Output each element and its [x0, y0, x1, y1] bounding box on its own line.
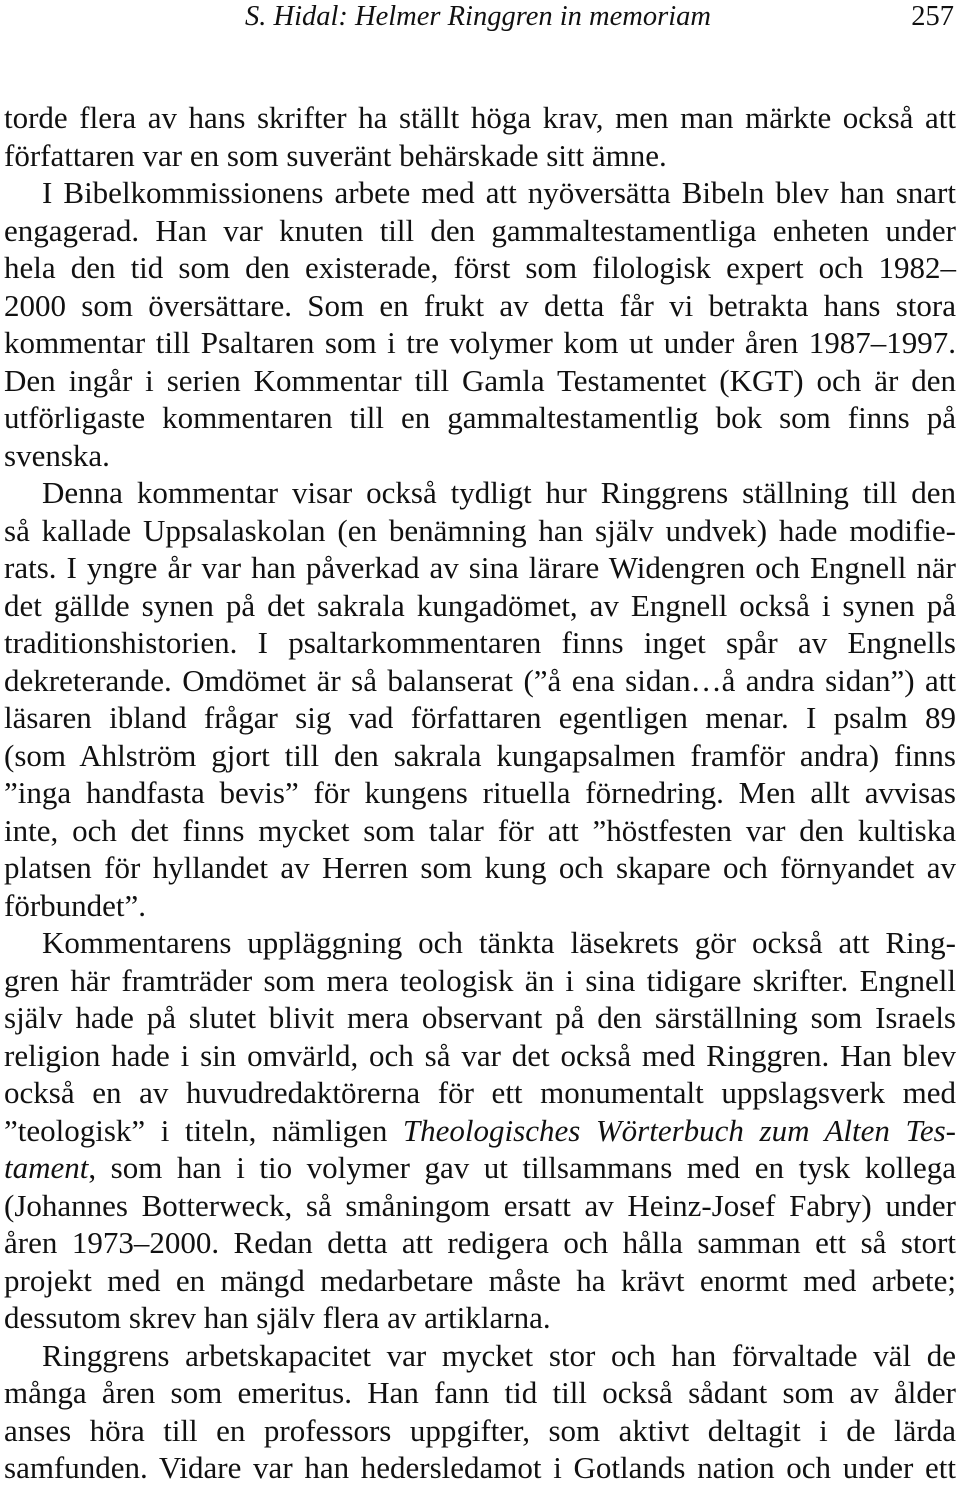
- text-line: torde flera av hans skrifter ha ställt höga krav, men man märkte också att: [4, 100, 956, 135]
- text-line: inte, och det finns mycket som talar för att ”höstfesten var den kultiska: [4, 812, 956, 848]
- text-line: samfunden. Vidare var han hedersledamot i Gotlands nation och under ett: [4, 1450, 956, 1485]
- text-line: 2000 som översättare. Som en frukt av detta får vi betrakta hans stora: [4, 287, 956, 323]
- text-line: platsen för hyllandet av Herren som kung och skapare och förnyandet av: [4, 850, 956, 885]
- paragraph: [4, 924, 956, 1337]
- book-title: tament: [4, 1150, 89, 1185]
- text-line: ”inga handfasta bevis” för kungens rituella förnedring. Men allt avvisas: [4, 775, 956, 810]
- paragraph: [4, 99, 956, 174]
- text-line: författaren var en som suveränt behärskade sitt ämne.: [4, 137, 667, 173]
- text-line: traditionshistorien. I psaltarkommentaren finns inget spår av Engnells: [4, 625, 956, 660]
- text-line: många åren som emeritus. Han fann tid till också sådant som av ålder: [4, 1375, 956, 1410]
- book-title: Theologisches Wörterbuch zum Alten Tes-: [402, 1112, 956, 1148]
- text-line: dessutom skrev han själv flera av artiklarna.: [4, 1300, 551, 1335]
- text-line: Denna kommentar visar också tydligt hur Ringgrens ställning till den: [42, 475, 956, 510]
- text-line: Kommentarens uppläggning och tänkta läsekrets gör också att Ring-: [42, 925, 956, 960]
- text-line: religion hade i sin omvärld, och så var det också med Ringgren. Han blev: [4, 1037, 956, 1073]
- text-line: anses höra till en professors uppgifter, som aktivt deltagit i de lärda: [4, 1412, 956, 1448]
- text-line: dekreterande. Omdömet är så balanserat (”å ena sidan…å andra sidan”) att: [4, 662, 956, 698]
- text-line: själv hade på slutet blivit mera observant på den särställning som Israels: [4, 1000, 956, 1035]
- text-line: det gällde synen på det sakrala kungadömet, av Engnell också i synen på: [4, 587, 956, 623]
- text-line: Den ingår i serien Kommentar till Gamla Testamentet (KGT) och är den: [4, 362, 956, 398]
- page-number: 257: [911, 1, 954, 32]
- text-line: gren här framträder som mera teologisk än i sina tidigare skrifter. Engnell: [4, 962, 956, 998]
- text-line: I Bibelkommissionens arbete med att nyöversätta Bibeln blev han snart: [42, 175, 956, 210]
- text-line: rats. I yngre år var han påverkad av sina lärare Widengren och Engnell när: [4, 550, 956, 585]
- text-line: också en av huvudredaktörerna för ett monumentalt uppslagsverk med: [4, 1075, 956, 1110]
- text-line: Ringgrens arbetskapacitet var mycket stor och han förvaltade väl de: [42, 1337, 956, 1373]
- text-line: [4, 1149, 956, 1187]
- text-line: projekt med en mängd medarbetare måste ha krävt enormt med arbete;: [4, 1262, 956, 1298]
- text-line: [4, 1112, 956, 1150]
- line-segment: ”teologisk” i titeln, nämligen: [4, 1112, 403, 1148]
- text-line: svenska.: [4, 437, 110, 473]
- running-title: S. Hidal: Helmer Ringgren in memoriam: [245, 1, 711, 32]
- line-segment: , som han i tio volymer gav ut tillsammans med en tysk kollega: [88, 1150, 956, 1185]
- text-line: kommentar till Psaltaren som i tre volymer kom ut under åren 1987–1997.: [4, 325, 956, 360]
- text-line: åren 1973–2000. Redan detta att redigera och hålla samman ett så stort: [4, 1225, 956, 1260]
- text-line: läsaren ibland frågar sig vad författaren egentligen menar. I psalm 89: [4, 700, 956, 735]
- text-line: (Johannes Botterweck, så småningom ersatt av Heinz-Josef Fabry) under: [4, 1187, 956, 1223]
- text-line: förbundet”.: [4, 887, 147, 923]
- paragraph: [4, 174, 956, 474]
- text-line: hela den tid som den existerade, först som filologisk expert och 1982–: [4, 250, 956, 285]
- body-text: [4, 99, 956, 1487]
- paragraph: [4, 1337, 956, 1487]
- text-line: engagerad. Han var knuten till den gammaltestamentliga enheten under: [4, 212, 956, 248]
- text-line: (som Ahlström gjort till den sakrala kungapsalmen framför andra) finns: [4, 737, 956, 773]
- paragraph: [4, 474, 956, 924]
- text-line: så kallade Uppsalaskolan (en benämning han själv undvek) hade modifie-: [4, 512, 956, 548]
- running-header: [0, 0, 960, 34]
- text-line: utförligaste kommentaren till en gammaltestamentlig bok som finns på: [4, 400, 956, 435]
